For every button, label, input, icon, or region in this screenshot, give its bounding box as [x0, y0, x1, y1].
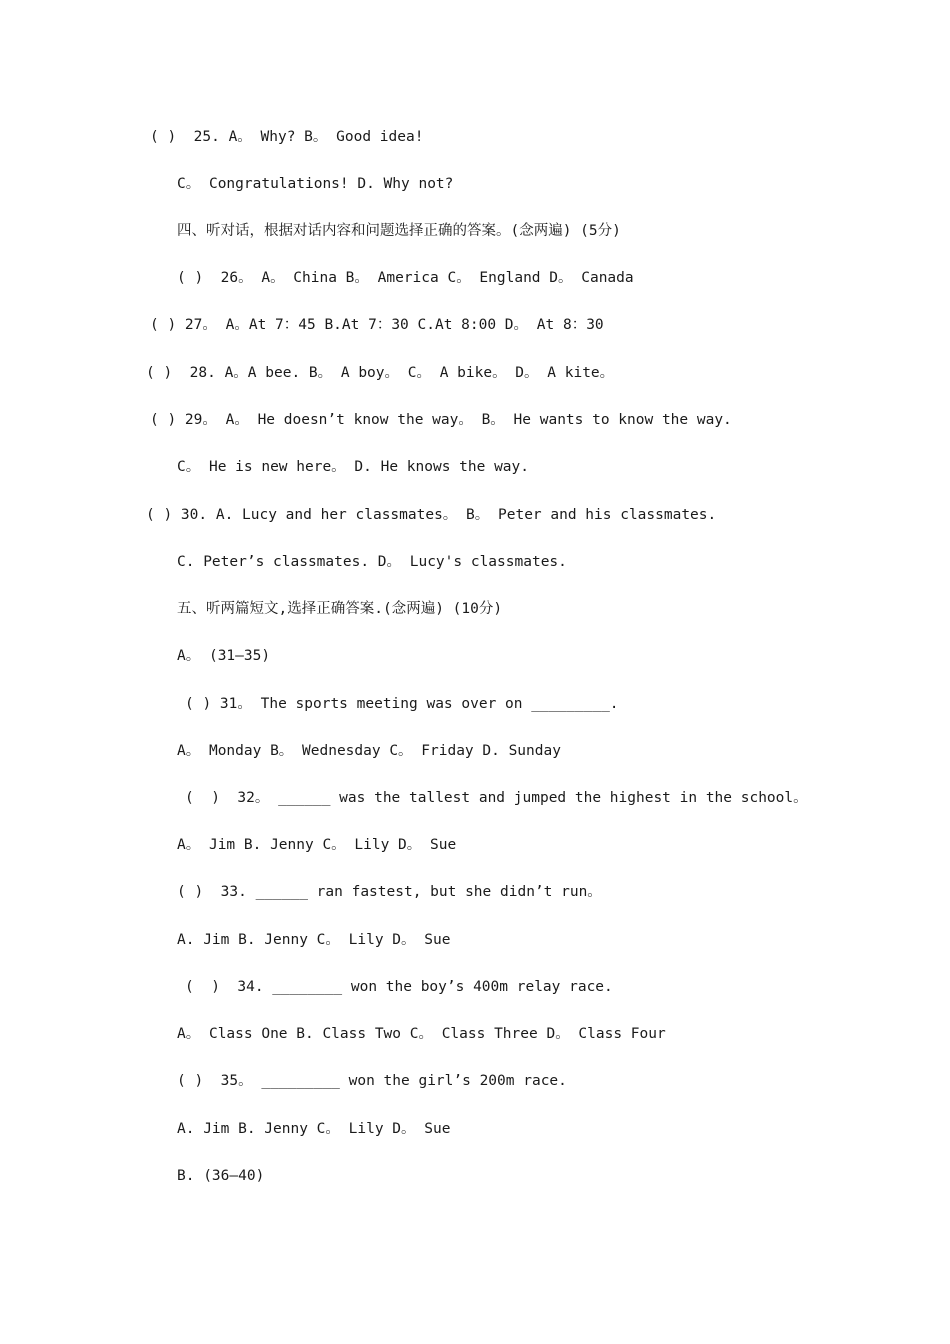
- question-35: ( ) 35。 _________ won the girl’s 200m race.: [177, 1073, 567, 1089]
- question-26: ( ) 26。 A。 China B。 America C。 England D。 Canada: [177, 270, 634, 286]
- section-5-heading: 五、听两篇短文,选择正确答案.(念两遍) (10分): [177, 601, 503, 617]
- question-30: ( ) 30. A. Lucy and her classmates。 B。 Peter and his classmates.: [146, 507, 717, 523]
- question-35-options: A. Jim B. Jenny C。 Lily D。 Sue: [177, 1121, 451, 1137]
- section-4-heading: 四、听对话，根据对话内容和问题选择正确的答案。(念两遍) (5分): [177, 223, 621, 239]
- question-33-options: A. Jim B. Jenny C。 Lily D。 Sue: [177, 932, 451, 948]
- question-34: ( ) 34. ________ won the boy’s 400m relay race.: [185, 979, 613, 995]
- question-32: ( ) 32。 ______ was the tallest and jumped the highest in the school。: [185, 790, 808, 806]
- question-31-options: A。 Monday B。 Wednesday C。 Friday D. Sunday: [177, 743, 561, 759]
- question-34-options: A。 Class One B. Class Two C。 Class Three D。 Class Four: [177, 1026, 666, 1042]
- passage-a-label: A。 (31—35): [177, 648, 271, 664]
- passage-b-label: B. (36—40): [177, 1168, 265, 1184]
- question-25-options-cd: C。 Congratulations! D. Why not?: [177, 176, 454, 192]
- question-32-options: A。 Jim B. Jenny C。 Lily D。 Sue: [177, 837, 457, 853]
- question-29-options-cd: C。 He is new here。 D. He knows the way.: [177, 459, 530, 475]
- question-25: ( ) 25. A。 Why? B。 Good idea!: [150, 129, 424, 145]
- question-31: ( ) 31。 The sports meeting was over on _________.: [185, 696, 619, 712]
- question-29: ( ) 29。 A。 He doesn’t know the way。 B。 He wants to know the way.: [150, 412, 732, 428]
- question-28: ( ) 28. A。A bee. B。 A boy。 C。 A bike。 D。 A kite。: [146, 365, 615, 381]
- question-30-options-cd: C. Peter’s classmates. D。 Lucy's classmates.: [177, 554, 567, 570]
- question-27: ( ) 27。 A。At 7：45 B.At 7：30 C.At 8:00 D。 At 8：30: [150, 317, 604, 333]
- question-33: ( ) 33. ______ ran fastest, but she didn’t run。: [177, 884, 602, 900]
